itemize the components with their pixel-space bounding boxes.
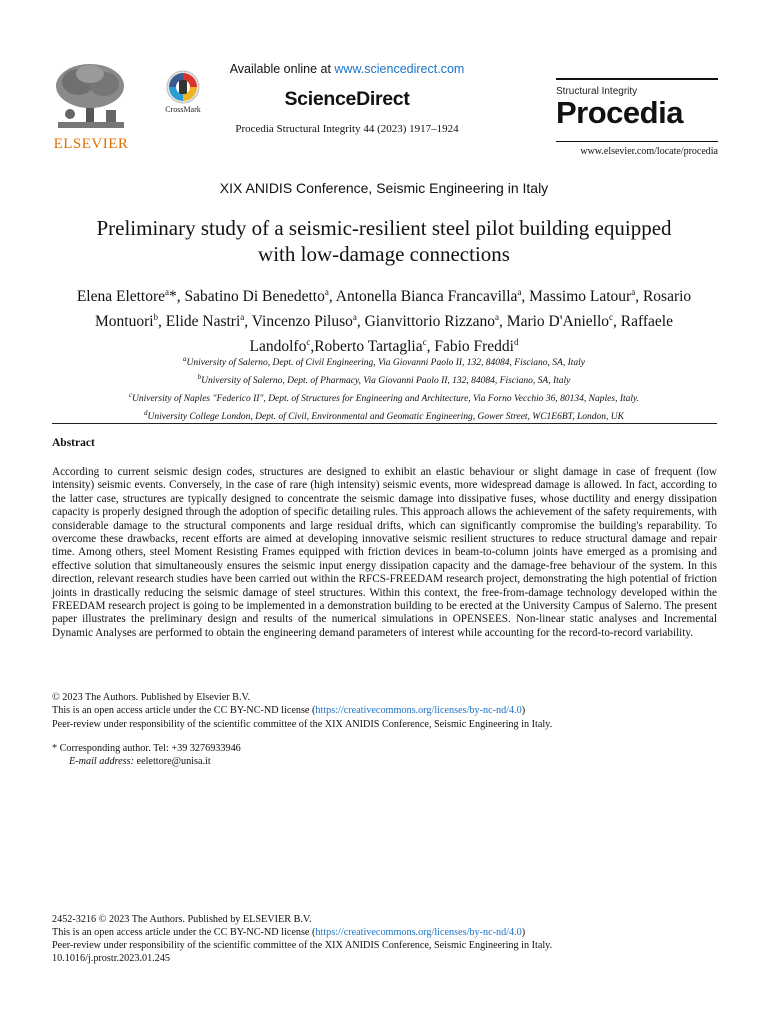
author: Sabatino Di Benedetto$^a$, [184, 287, 336, 306]
open-access-line: This is an open access article under the CC BY-NC-ND license (https://creativecommons.org/licenses/by-nc-nd/4.0) [52, 705, 526, 717]
peer-review-line: Peer-review under responsibility of the scientific committee of the XIX ANIDIS Conference, Seismic Engineering in Italy. [52, 718, 553, 730]
affiliation: $^d$University College London, Dept. of Civil, Environmental and Geomatic Engineering, Gower Street, WC1E6BT, London, UK [144, 409, 624, 423]
author: Mario D'Aniello$^c$, [506, 312, 621, 331]
author-list [60, 282, 708, 357]
procedia-block [556, 78, 718, 157]
paper-title-line-1: Preliminary study of a seismic-resilient steel pilot building equipped [96, 216, 672, 240]
affiliation: $^b$University of Salerno, Dept. of Pharmacy, Via Giovanni Paolo II, 132, 84084, Fisciano, SA, Italy [197, 373, 571, 387]
email-label: E-mail address: [69, 756, 134, 768]
page-footer [52, 913, 717, 965]
crossmark-badge[interactable] [159, 70, 207, 114]
affiliation-list [40, 352, 728, 425]
author: Vincenzo Piluso$^a$, [251, 312, 365, 331]
crossmark-label: CrossMark [165, 105, 201, 114]
procedia-bottom-rule [556, 141, 718, 142]
email-address[interactable]: eelettore@unisa.it [136, 756, 211, 768]
procedia-subtitle: Structural Integrity [556, 86, 638, 97]
paper-title [40, 215, 728, 267]
abstract-heading: Abstract [52, 437, 95, 449]
footer-peer-review-line: Peer-review under responsibility of the scientific committee of the XIX ANIDIS Conference, Seismic Engineering in Italy. [52, 940, 553, 951]
author: Roberto Tartaglia$^c$, [314, 337, 435, 356]
author: Rosario Montuori$^b$, [94, 288, 692, 331]
doi-line[interactable]: 10.1016/j.prostr.2023.01.245 [52, 953, 171, 964]
available-online-line [212, 62, 482, 76]
paper-title-line-2: with low-damage connections [258, 242, 510, 266]
license-link[interactable]: https://creativecommons.org/licenses/by-nc-nd/4.0 [315, 705, 522, 717]
author: Raffaele Landolfo$^c$, [249, 313, 673, 356]
procedia-title: Procedia [556, 95, 683, 130]
journal-reference: Procedia Structural Integrity 44 (2023) 1917–1924 [235, 123, 459, 135]
author: Elena Elettore$^a$*, [76, 287, 185, 306]
abstract-top-rule [52, 423, 717, 424]
conference-name: XIX ANIDIS Conference, Seismic Engineering in Italy [219, 180, 549, 196]
sciencedirect-block [212, 62, 482, 135]
crossmark-icon [166, 70, 200, 104]
author: Gianvittorio Rizzano$^a$, [364, 312, 507, 331]
elsevier-wordmark: ELSEVIER [53, 136, 129, 152]
corresponding-author-line: * Corresponding author. Tel: +39 3276933946 [52, 743, 241, 754]
corresponding-author-block [52, 742, 717, 769]
affiliation: $^a$University of Salerno, Dept. of Civil Engineering, Via Giovanni Paolo II, 132, 84084, Fisciano, SA, Italy [183, 355, 585, 369]
author: Fabio Freddi$^d$ [434, 337, 519, 356]
license-block [52, 691, 717, 731]
elsevier-tree-icon [50, 62, 132, 132]
author: Antonella Bianca Francavilla$^a$, [335, 287, 530, 306]
author: Massimo Latour$^a$, [529, 287, 643, 306]
abstract-text: According to current seismic design codes, structures are designed to exhibit an elastic behaviour or slight damage in case of frequent (low intensity) seismic events. Conversely, in the case of rare (high intensity) seismic events, more widespread damage is allowed. In fact, according to the latter case, structures are typically designed to concentrate the seismic damage into dissipative fuses, whose ductility and energy dissipation capacity is properly designed through the adoption of specific detailing rules. This approach allows the achievement of the safety requirements, with considerable damage to the structural components and large residual drifts, which can significantly compromise the building's reparability. To overcome these drawbacks, recent efforts are aimed at developing innovative seismic resilient structures to reduce structural damage and repair time. Among others, steel Moment Resisting Frames equipped with friction devices in beam-to-column joints have emerged as a promising and effective solution that simultaneously ensures the seismic input energy dissipation capacity and the damage-free behaviour of the system. In this direction, relevant research studies have been carried out within the RFCS-FREEDAM research project, demonstrating the high potential of friction joints in drastically reducing the seismic damage of steel structures. Within this context, the free-from-damage technology developed within the FREEDAM research project is going to be implemented in a demonstration building to be erected at the University Campus of Salerno. The present paper illustrates the preliminary design and results of the numerical simulations in OPENSEES. Non-linear static analyses and Incremental Dynamic Analyses are performed to obtain the engineering demand parameters of interest while accounting for the record-to-record variability. [52, 466, 717, 639]
sciencedirect-title: ScienceDirect [284, 88, 410, 110]
elsevier-logo[interactable] [50, 62, 132, 152]
email-line [52, 755, 717, 768]
affiliation: $^c$University of Naples "Federico II", Dept. of Structures for Engineering and Architecture, Via Forno Vecchio 36, 80134, Naples, Italy. [128, 391, 640, 405]
available-online-text: Available online at [229, 62, 331, 76]
issn-line: 2452-3216 © 2023 The Authors. Published by ELSEVIER B.V. [52, 914, 312, 925]
copyright-line: © 2023 The Authors. Published by Elsevier B.V. [52, 692, 251, 703]
procedia-top-rule [556, 78, 718, 80]
author: Elide Nastri$^a$, [165, 312, 252, 331]
footer-open-access-line: This is an open access article under the CC BY-NC-ND license (https://creativecommons.org/licenses/by-nc-nd/4.0) [52, 927, 526, 938]
sciencedirect-link[interactable]: www.sciencedirect.com [334, 62, 465, 76]
procedia-url[interactable]: www.elsevier.com/locate/procedia [580, 146, 718, 157]
footer-license-link[interactable]: https://creativecommons.org/licenses/by-nc-nd/4.0 [315, 927, 522, 938]
